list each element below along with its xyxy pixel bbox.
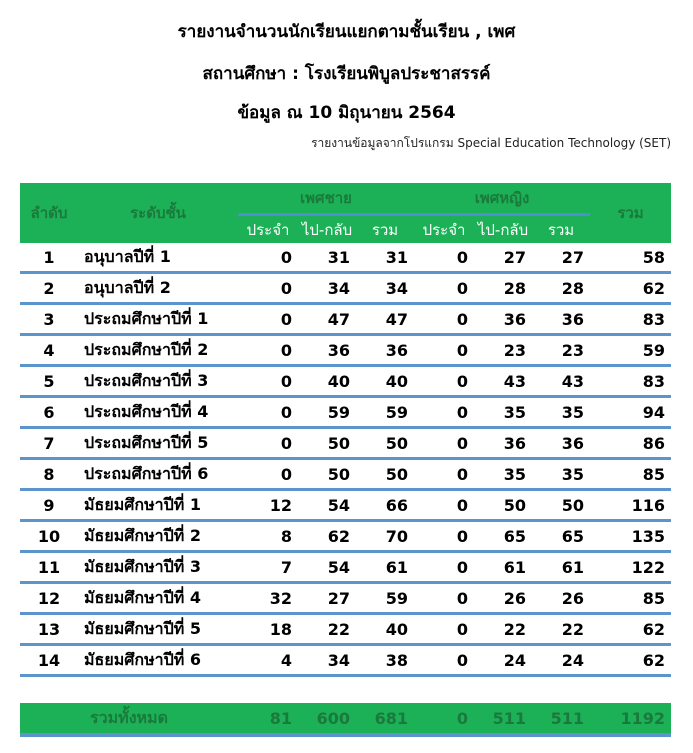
table-row (20, 304, 671, 335)
row-male-boarding: 0 (238, 273, 298, 304)
header-total: รวม (590, 183, 671, 243)
row-male-commute: 62 (298, 521, 356, 552)
row-male-boarding: 0 (238, 243, 298, 273)
row-male-sum: 31 (356, 243, 414, 273)
row-female-boarding: 0 (414, 614, 474, 645)
row-male-commute: 47 (298, 304, 356, 335)
row-male-sum: 38 (356, 645, 414, 676)
row-male-commute: 54 (298, 552, 356, 583)
row-number: 3 (20, 304, 78, 335)
row-total: 135 (590, 521, 671, 552)
report-title: รายงานจำนวนนักเรียนแยกตามชั้นเรียน , เพศ (177, 22, 516, 42)
row-number: 10 (20, 521, 78, 552)
header-male-sum: รวม (356, 215, 414, 244)
grand-total-female-commute: 511 (474, 703, 532, 735)
table-row (20, 397, 671, 428)
row-female-sum: 50 (532, 490, 590, 521)
row-male-commute: 59 (298, 397, 356, 428)
row-number: 7 (20, 428, 78, 459)
row-male-sum: 50 (356, 428, 414, 459)
row-male-sum: 50 (356, 459, 414, 490)
row-female-sum: 28 (532, 273, 590, 304)
row-level: ประถมศึกษาปีที่ 1 (78, 304, 238, 335)
school-name: สถานศึกษา : โรงเรียนพิบูลประชาสรรค์ (202, 64, 491, 84)
table-row (20, 614, 671, 645)
row-male-commute: 27 (298, 583, 356, 614)
row-male-commute: 54 (298, 490, 356, 521)
table-row (20, 490, 671, 521)
row-female-commute: 28 (474, 273, 532, 304)
grand-total-row (20, 703, 671, 735)
row-male-sum: 40 (356, 614, 414, 645)
row-male-boarding: 0 (238, 428, 298, 459)
header-female-boarding: ประจำ (414, 215, 474, 244)
row-male-boarding: 0 (238, 335, 298, 366)
row-number: 8 (20, 459, 78, 490)
row-female-commute: 35 (474, 459, 532, 490)
row-female-sum: 65 (532, 521, 590, 552)
grand-total-label: รวมทั้งหมด (20, 703, 238, 735)
row-female-boarding: 0 (414, 490, 474, 521)
row-total: 62 (590, 614, 671, 645)
table-row (20, 366, 671, 397)
row-female-boarding: 0 (414, 335, 474, 366)
row-female-commute: 43 (474, 366, 532, 397)
row-total: 94 (590, 397, 671, 428)
row-female-sum: 27 (532, 243, 590, 273)
table-body (20, 243, 671, 735)
header-level: ระดับชั้น (78, 183, 238, 243)
row-female-boarding: 0 (414, 583, 474, 614)
header-male: เพศชาย (238, 183, 414, 215)
row-female-boarding: 0 (414, 645, 474, 676)
row-female-commute: 61 (474, 552, 532, 583)
row-female-commute: 36 (474, 428, 532, 459)
row-total: 83 (590, 366, 671, 397)
row-male-sum: 59 (356, 583, 414, 614)
row-number: 11 (20, 552, 78, 583)
row-female-boarding: 0 (414, 273, 474, 304)
header-female-commute: ไป-กลับ (474, 215, 532, 244)
row-male-commute: 36 (298, 335, 356, 366)
row-male-boarding: 0 (238, 366, 298, 397)
row-male-commute: 40 (298, 366, 356, 397)
grand-total-male-sum: 681 (356, 703, 414, 735)
row-number: 2 (20, 273, 78, 304)
header-male-boarding: ประจำ (238, 215, 298, 244)
row-male-boarding: 32 (238, 583, 298, 614)
row-female-boarding: 0 (414, 521, 474, 552)
row-level: มัธยมศึกษาปีที่ 5 (78, 614, 238, 645)
row-female-commute: 26 (474, 583, 532, 614)
row-male-boarding: 12 (238, 490, 298, 521)
row-female-commute: 22 (474, 614, 532, 645)
row-total: 86 (590, 428, 671, 459)
row-female-sum: 61 (532, 552, 590, 583)
row-female-boarding: 0 (414, 552, 474, 583)
table-row (20, 428, 671, 459)
row-male-commute: 50 (298, 459, 356, 490)
row-male-boarding: 0 (238, 459, 298, 490)
row-female-sum: 23 (532, 335, 590, 366)
row-male-sum: 61 (356, 552, 414, 583)
grand-total-male-commute: 600 (298, 703, 356, 735)
row-male-sum: 66 (356, 490, 414, 521)
header-female: เพศหญิง (414, 183, 590, 215)
row-female-sum: 36 (532, 304, 590, 335)
row-male-boarding: 0 (238, 397, 298, 428)
row-total: 85 (590, 583, 671, 614)
row-female-boarding: 0 (414, 304, 474, 335)
row-level: มัธยมศึกษาปีที่ 4 (78, 583, 238, 614)
row-male-boarding: 8 (238, 521, 298, 552)
row-male-sum: 36 (356, 335, 414, 366)
row-female-commute: 65 (474, 521, 532, 552)
row-level: มัธยมศึกษาปีที่ 3 (78, 552, 238, 583)
grand-total-female-boarding: 0 (414, 703, 474, 735)
row-male-commute: 22 (298, 614, 356, 645)
row-male-boarding: 4 (238, 645, 298, 676)
row-male-boarding: 7 (238, 552, 298, 583)
row-level: ประถมศึกษาปีที่ 4 (78, 397, 238, 428)
row-female-sum: 36 (532, 428, 590, 459)
row-number: 5 (20, 366, 78, 397)
table-row (20, 335, 671, 366)
row-level: มัธยมศึกษาปีที่ 1 (78, 490, 238, 521)
row-total: 85 (590, 459, 671, 490)
row-level: มัธยมศึกษาปีที่ 6 (78, 645, 238, 676)
row-number: 1 (20, 243, 78, 273)
row-female-commute: 36 (474, 304, 532, 335)
row-level: ประถมศึกษาปีที่ 5 (78, 428, 238, 459)
grand-total-male-boarding: 81 (238, 703, 298, 735)
row-male-commute: 50 (298, 428, 356, 459)
row-level: อนุบาลปีที่ 2 (78, 273, 238, 304)
source-note: รายงานข้อมูลจากโปรแกรม Special Education Technology (SET) (311, 136, 671, 150)
row-total: 58 (590, 243, 671, 273)
row-male-sum: 40 (356, 366, 414, 397)
row-female-boarding: 0 (414, 397, 474, 428)
table-row (20, 243, 671, 273)
row-female-boarding: 0 (414, 428, 474, 459)
row-female-boarding: 0 (414, 243, 474, 273)
row-number: 14 (20, 645, 78, 676)
row-female-sum: 35 (532, 397, 590, 428)
table-row (20, 645, 671, 676)
spacer-row (20, 676, 671, 704)
row-female-sum: 22 (532, 614, 590, 645)
table-row (20, 552, 671, 583)
row-number: 4 (20, 335, 78, 366)
row-number: 6 (20, 397, 78, 428)
row-number: 9 (20, 490, 78, 521)
row-male-boarding: 0 (238, 304, 298, 335)
row-male-commute: 31 (298, 243, 356, 273)
row-female-commute: 23 (474, 335, 532, 366)
row-male-sum: 34 (356, 273, 414, 304)
row-level: ประถมศึกษาปีที่ 6 (78, 459, 238, 490)
grand-total: 1192 (590, 703, 671, 735)
row-total: 122 (590, 552, 671, 583)
row-total: 59 (590, 335, 671, 366)
table-row (20, 273, 671, 304)
header-male-commute: ไป-กลับ (298, 215, 356, 244)
row-level: ประถมศึกษาปีที่ 3 (78, 366, 238, 397)
row-male-sum: 47 (356, 304, 414, 335)
row-male-commute: 34 (298, 645, 356, 676)
row-female-sum: 24 (532, 645, 590, 676)
row-female-sum: 35 (532, 459, 590, 490)
row-male-commute: 34 (298, 273, 356, 304)
table-row (20, 459, 671, 490)
header-female-sum: รวม (532, 215, 590, 244)
row-total: 116 (590, 490, 671, 521)
row-number: 12 (20, 583, 78, 614)
row-female-boarding: 0 (414, 459, 474, 490)
row-female-sum: 43 (532, 366, 590, 397)
table-row (20, 583, 671, 614)
row-total: 62 (590, 273, 671, 304)
row-male-sum: 59 (356, 397, 414, 428)
row-number: 13 (20, 614, 78, 645)
row-total: 62 (590, 645, 671, 676)
report-date: ข้อมูล ณ 10 มิถุนายน 2564 (237, 103, 456, 123)
row-level: อนุบาลปีที่ 1 (78, 243, 238, 273)
row-female-commute: 27 (474, 243, 532, 273)
row-female-sum: 26 (532, 583, 590, 614)
row-female-commute: 50 (474, 490, 532, 521)
grand-total-female-sum: 511 (532, 703, 590, 735)
row-male-boarding: 18 (238, 614, 298, 645)
row-female-commute: 24 (474, 645, 532, 676)
table-row (20, 521, 671, 552)
row-male-sum: 70 (356, 521, 414, 552)
row-level: ประถมศึกษาปีที่ 2 (78, 335, 238, 366)
header-no: ลำดับ (20, 183, 78, 243)
row-female-commute: 35 (474, 397, 532, 428)
row-level: มัธยมศึกษาปีที่ 2 (78, 521, 238, 552)
row-total: 83 (590, 304, 671, 335)
row-female-boarding: 0 (414, 366, 474, 397)
student-count-table (20, 183, 671, 737)
